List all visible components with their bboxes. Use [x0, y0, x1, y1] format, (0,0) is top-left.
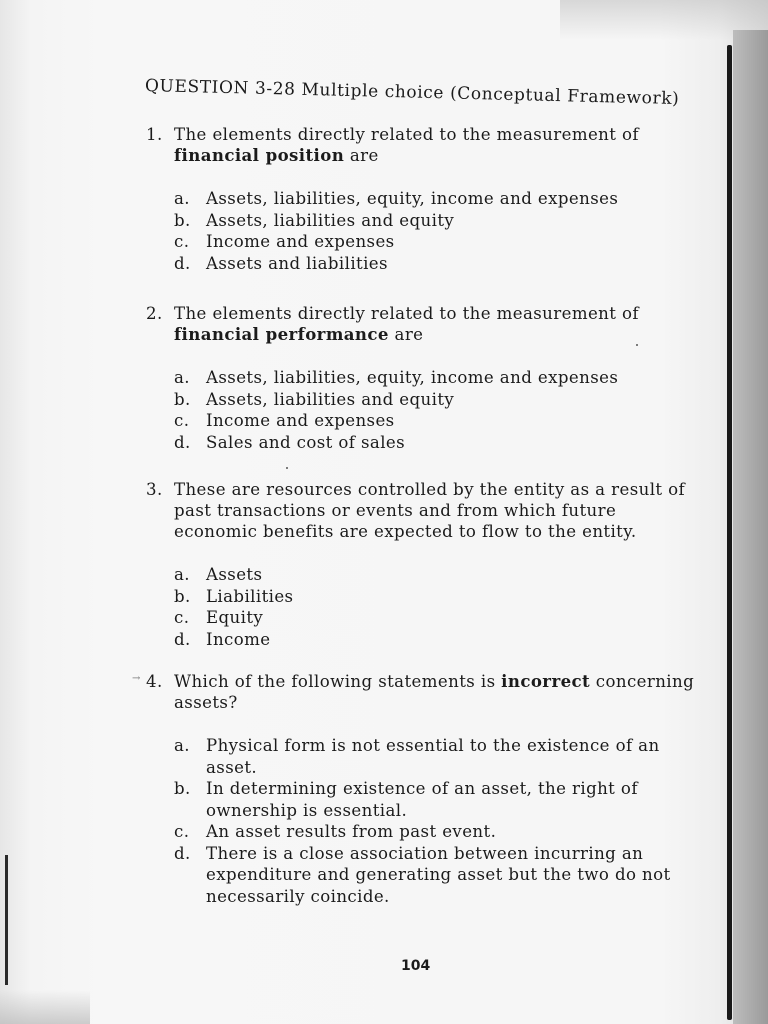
margin-mark-icon: → [132, 673, 141, 684]
option-d: d. There is a close association between incurring an expenditure and generating asset but the two do not necessarily coincide. [174, 843, 671, 906]
option-list [174, 735, 696, 907]
question-2 [146, 303, 696, 453]
option-b: b. In determining existence of an asset, the right of ownership is essential. [174, 779, 638, 820]
option-a: a. Assets, liabilities, equity, income and expenses [174, 368, 619, 387]
speck-mark [286, 467, 288, 469]
binding-shadow [733, 30, 768, 1024]
question-text: These are resources controlled by the entity as a result of past transactions or events and from which future economic benefits are expected to flow to the entity. [174, 480, 686, 541]
option-a: a. Physical form is not essential to the existence of an asset. [174, 736, 660, 777]
question-1 [146, 124, 696, 274]
option-d: d. Assets and liabilities [174, 253, 388, 273]
option-a: a. Assets, liabilities, equity, income and expenses [174, 189, 619, 208]
option-b: b. Assets, liabilities and equity [174, 389, 455, 409]
speck-mark [636, 344, 638, 346]
left-edge-mark [5, 855, 8, 985]
option-c: c. Income and expenses [174, 232, 395, 251]
question-number: 2. [146, 304, 163, 323]
question-number: 1. [146, 125, 163, 144]
option-d: d. Income [174, 629, 271, 649]
page-number: 104 [401, 958, 431, 974]
question-text: The elements directly related to the measurement of financial position are [174, 125, 639, 165]
option-d: d. Sales and cost of sales [174, 432, 406, 452]
question-number: 3. [146, 480, 163, 499]
question-set-title: QUESTION 3-28 Multiple choice (Conceptual Framework) [144, 76, 680, 110]
question-4 [146, 671, 696, 907]
question-number: 4. [146, 672, 163, 691]
option-c: c. An asset results from past event. [174, 822, 497, 841]
option-list [174, 367, 696, 453]
option-c: c. Income and expenses [174, 411, 395, 430]
option-b: b. Assets, liabilities and equity [174, 210, 455, 230]
option-c: c. Equity [174, 608, 264, 627]
option-a: a. Assets [174, 565, 263, 584]
question-3 [146, 479, 696, 650]
page-edge-line [727, 45, 732, 1020]
question-text: The elements directly related to the measurement of financial performance are [174, 304, 639, 344]
question-text: Which of the following statements is incorrect concerning assets? [174, 671, 695, 712]
page-curl-shadow [0, 990, 90, 1024]
option-list [174, 564, 696, 650]
option-list [174, 188, 696, 274]
option-b: b. Liabilities [174, 586, 294, 606]
